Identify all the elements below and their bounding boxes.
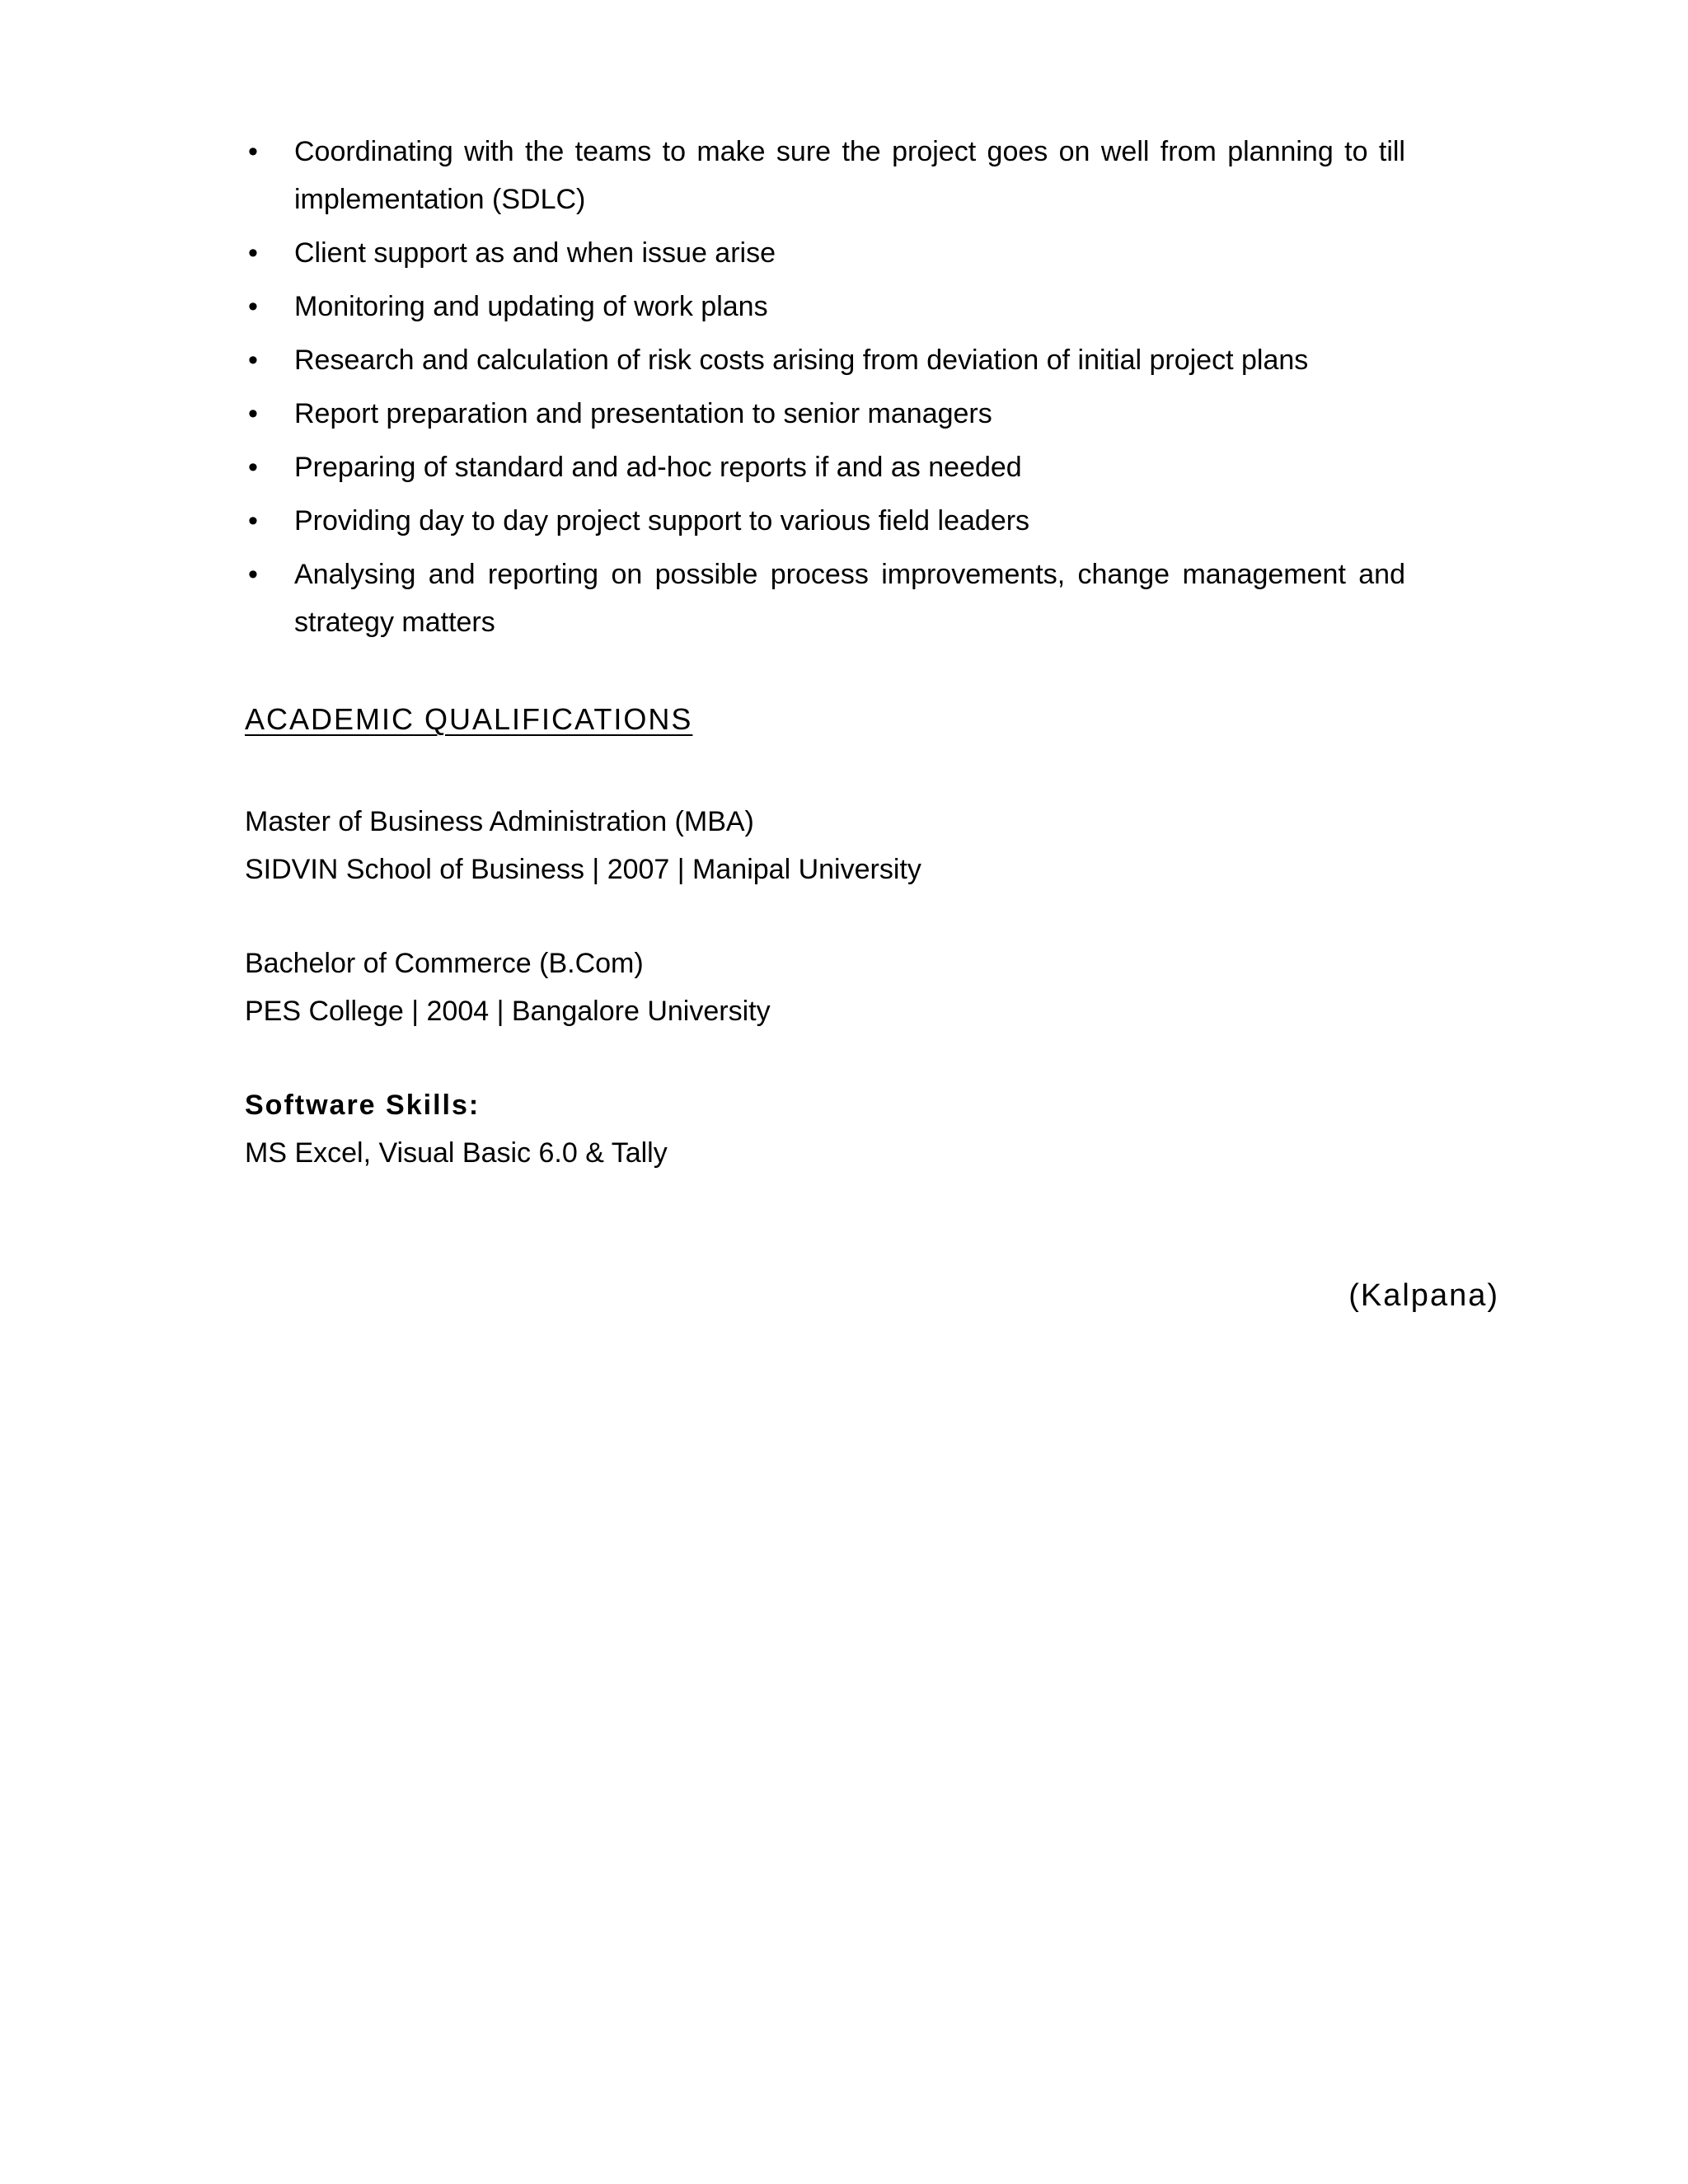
list-item-text: Monitoring and updating of work plans bbox=[294, 291, 768, 322]
bullet-icon: • bbox=[248, 398, 258, 429]
list-item bbox=[245, 128, 1405, 223]
qualification-bcom bbox=[245, 940, 771, 1035]
degree-title: Master of Business Administration (MBA) bbox=[245, 806, 754, 837]
responsibilities-list bbox=[245, 128, 1405, 652]
degree-details: SIDVIN School of Business | 2007 | Manipal University bbox=[245, 854, 921, 885]
bullet-icon: • bbox=[248, 344, 258, 376]
list-item bbox=[245, 551, 1405, 646]
bullet-icon: • bbox=[248, 237, 258, 269]
bullet-icon: • bbox=[248, 505, 258, 537]
degree-details: PES College | 2004 | Bangalore University bbox=[245, 996, 771, 1027]
bullet-icon: • bbox=[248, 452, 258, 483]
list-item-text: Client support as and when issue arise bbox=[294, 237, 776, 269]
list-item-text: Analysing and reporting on possible process improvements, change management and strategy matters bbox=[294, 559, 1405, 638]
list-item bbox=[245, 443, 1405, 491]
bullet-icon: • bbox=[248, 559, 258, 590]
list-item bbox=[245, 390, 1405, 438]
list-item bbox=[245, 497, 1405, 545]
bullet-icon: • bbox=[248, 136, 258, 167]
list-item-text: Coordinating with the teams to make sure the project goes on well from planning to till implementation (SDLC) bbox=[294, 136, 1405, 215]
list-item bbox=[245, 229, 1405, 277]
list-item bbox=[245, 283, 1405, 330]
qualification-mba bbox=[245, 798, 921, 893]
list-item-text: Research and calculation of risk costs arising from deviation of initial project plans bbox=[294, 344, 1309, 376]
list-item bbox=[245, 336, 1405, 384]
software-skills-title: Software Skills: bbox=[245, 1090, 481, 1121]
signature-name: (Kalpana) bbox=[1348, 1278, 1499, 1313]
list-item-text: Report preparation and presentation to senior managers bbox=[294, 398, 992, 429]
degree-title: Bachelor of Commerce (B.Com) bbox=[245, 948, 644, 979]
list-item-text: Providing day to day project support to various field leaders bbox=[294, 505, 1030, 537]
list-item-text: Preparing of standard and ad-hoc reports if and as needed bbox=[294, 452, 1022, 483]
academic-qualifications-heading: ACADEMIC QUALIFICATIONS bbox=[245, 702, 693, 736]
bullet-icon: • bbox=[248, 291, 258, 322]
software-skills-text: MS Excel, Visual Basic 6.0 & Tally bbox=[245, 1137, 668, 1169]
